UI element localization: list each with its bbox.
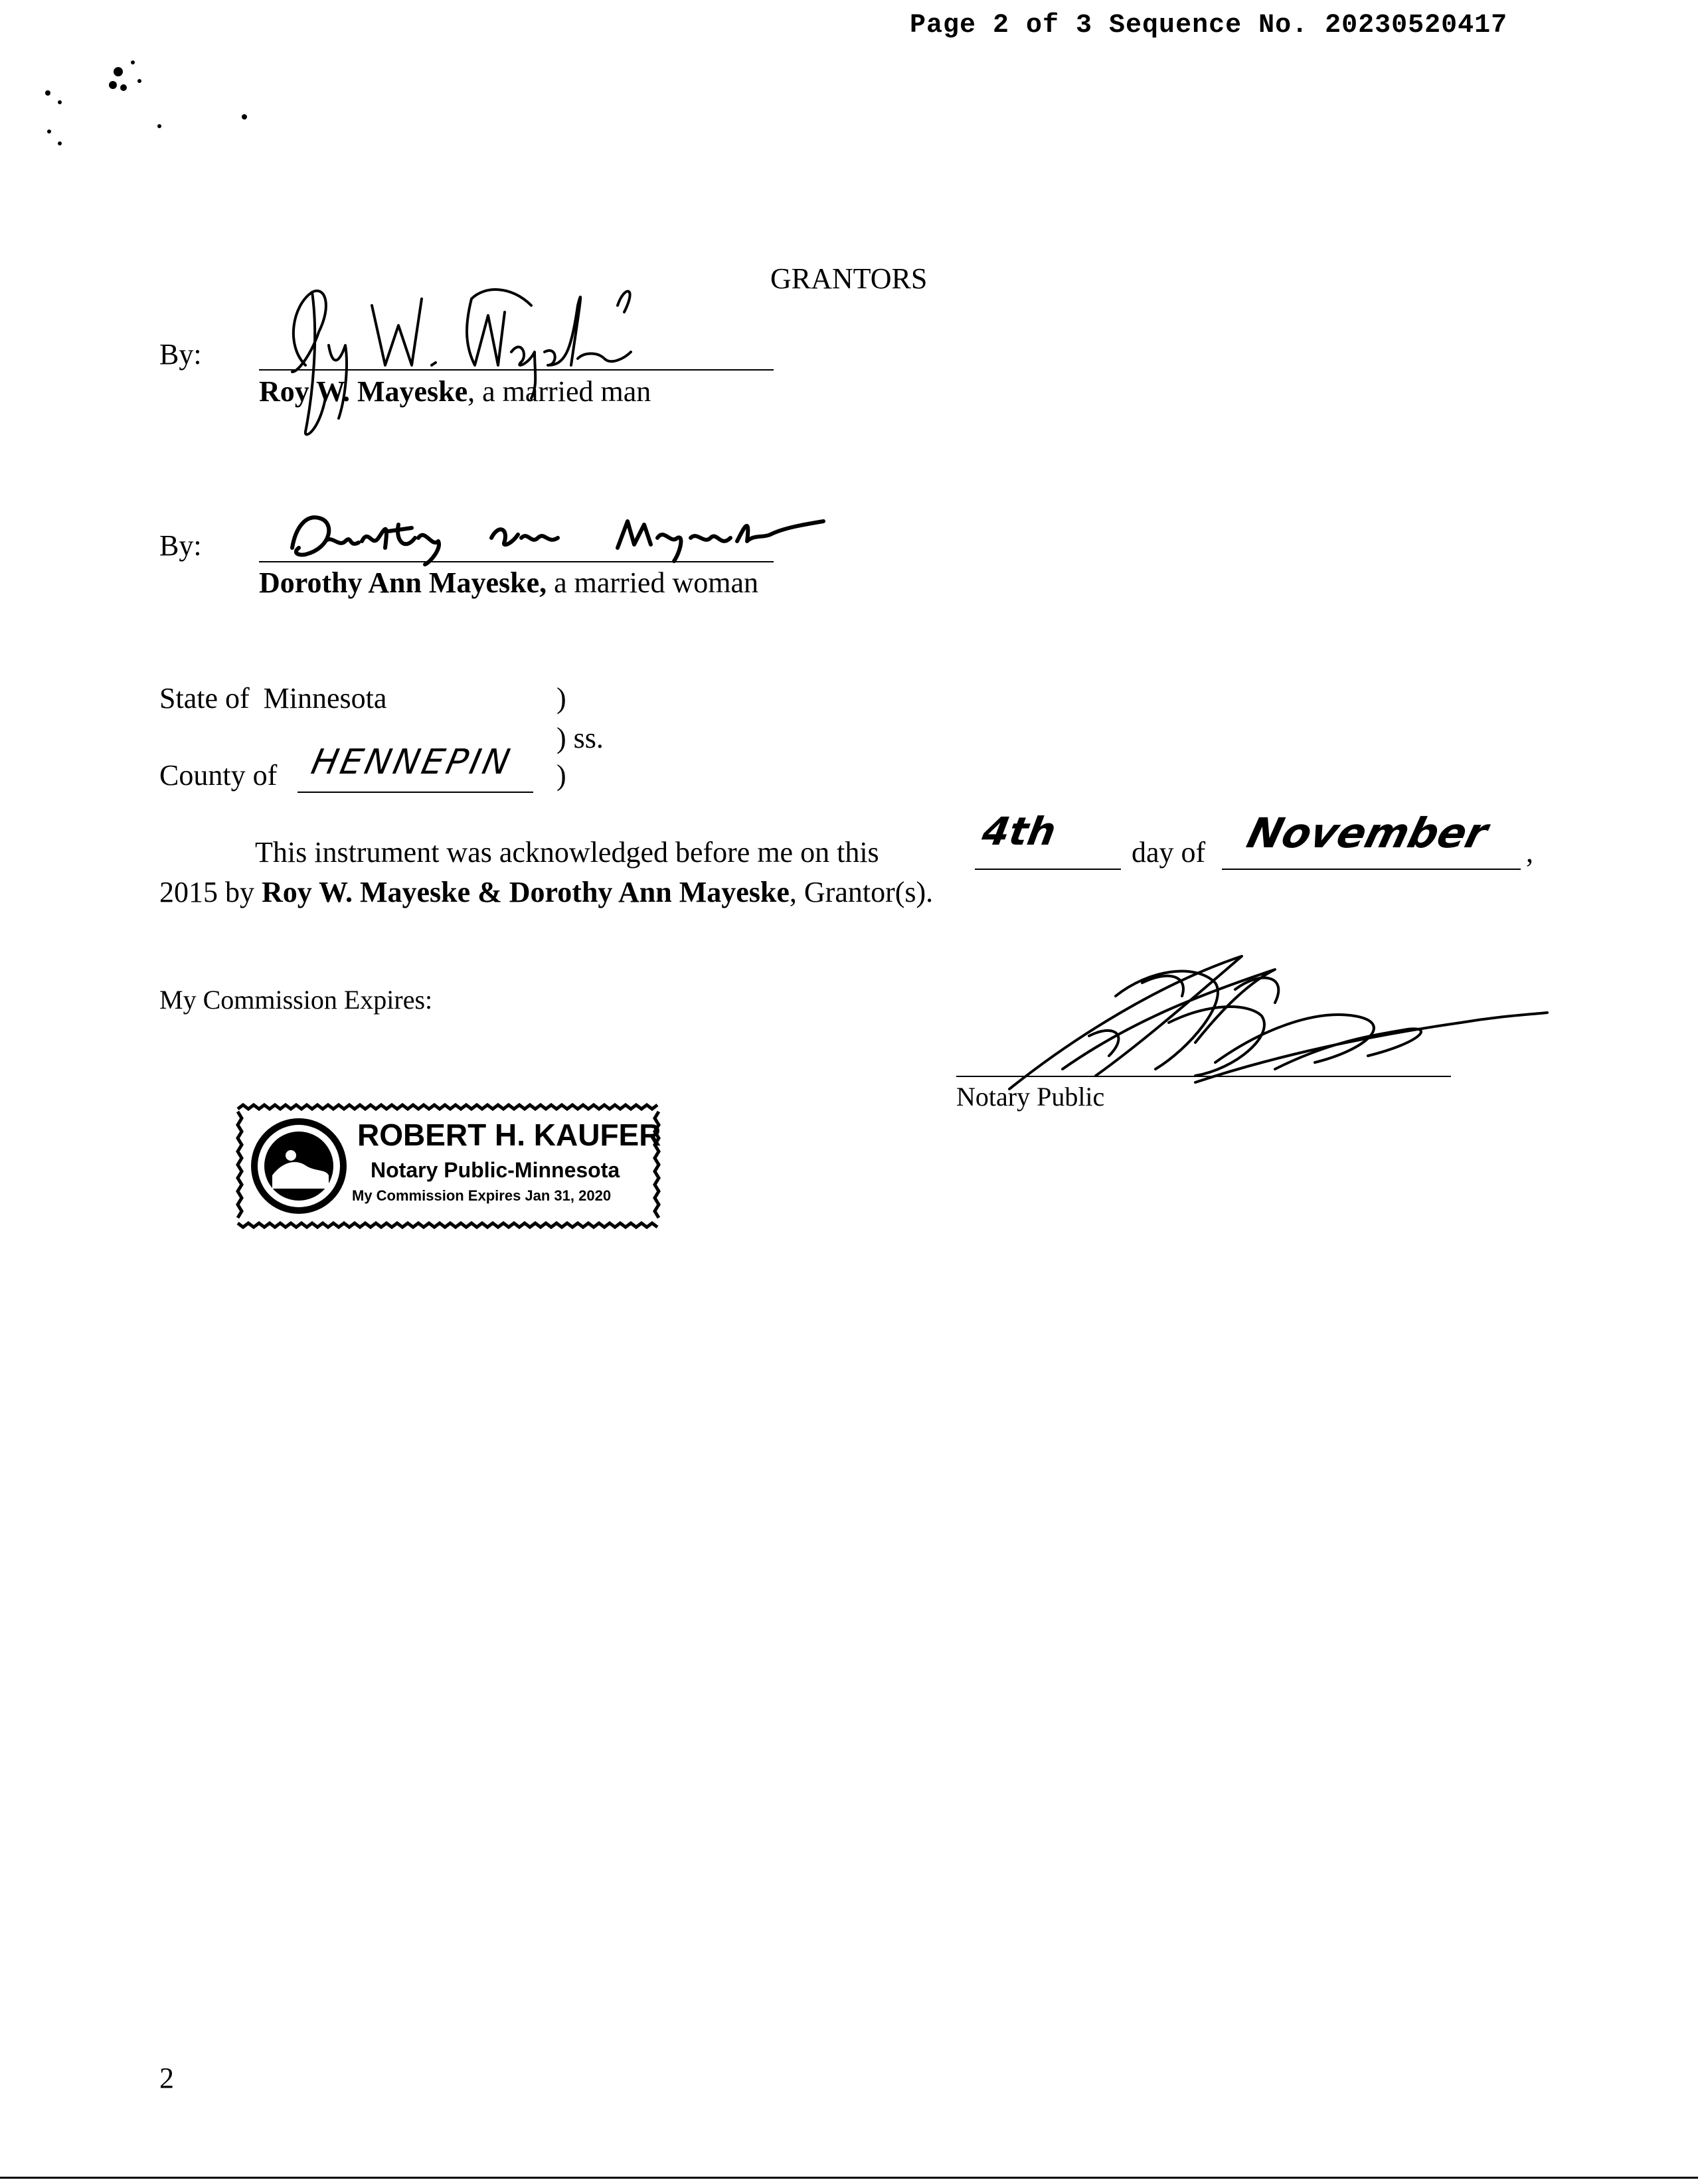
stamp-expires: My Commission Expires Jan 31, 2020 [352,1187,612,1204]
venue-paren-bottom: ) [556,759,566,792]
signer-1-name: Roy W. Mayeske [259,375,468,408]
ack-line2-suffix: , Grantor(s). [789,876,934,908]
signer-2-caption [259,568,758,598]
county-line [297,792,533,793]
grantors-heading: GRANTORS [770,262,928,295]
month-line [1222,869,1521,870]
ack-line2 [159,878,933,907]
stamp-title: Notary Public-Minnesota [371,1158,620,1182]
state-label: State of [159,682,250,714]
ack-grantor-names: Roy W. Mayeske & Dorothy Ann Mayeske [262,876,790,908]
notary-signature [996,943,1554,1102]
notary-stamp [232,1102,664,1230]
state-value: Minnesota [263,682,387,714]
signer-1-caption [259,377,651,406]
scan-speckles [33,53,266,166]
by-label-2: By: [159,529,202,562]
day-value: 4th [979,809,1060,854]
venue-ss: ) ss. [556,722,604,754]
ack-line1-text: This instrument was acknowledged before me on this [255,836,879,869]
day-line [975,869,1121,870]
notary-public-label: Notary Public [956,1082,1105,1112]
bottom-scan-edge [0,2177,1698,2179]
signer-2-suffix: a married woman [547,566,758,599]
by-label-1: By: [159,338,202,371]
stamp-name: ROBERT H. KAUFER [357,1118,661,1152]
state-line [159,684,386,713]
roy-signature [266,266,637,445]
commission-label: My Commission Expires: [159,985,433,1015]
county-label: County of [159,759,278,792]
ack-comma: , [1526,836,1533,869]
dorothy-signature [279,501,830,574]
ack-day-of: day of [1132,836,1206,869]
signer-1-suffix: , a married man [467,375,651,408]
page-header: Page 2 of 3 Sequence No. 20230520417 [910,11,1508,41]
venue-paren-top: ) [556,682,566,714]
county-value: HENNEPIN [307,742,516,782]
signer-2-name: Dorothy Ann Mayeske, [259,566,547,599]
month-value: November [1242,809,1493,857]
page-number: 2 [159,2062,174,2094]
ack-line2-year: 2015 by [159,876,262,908]
